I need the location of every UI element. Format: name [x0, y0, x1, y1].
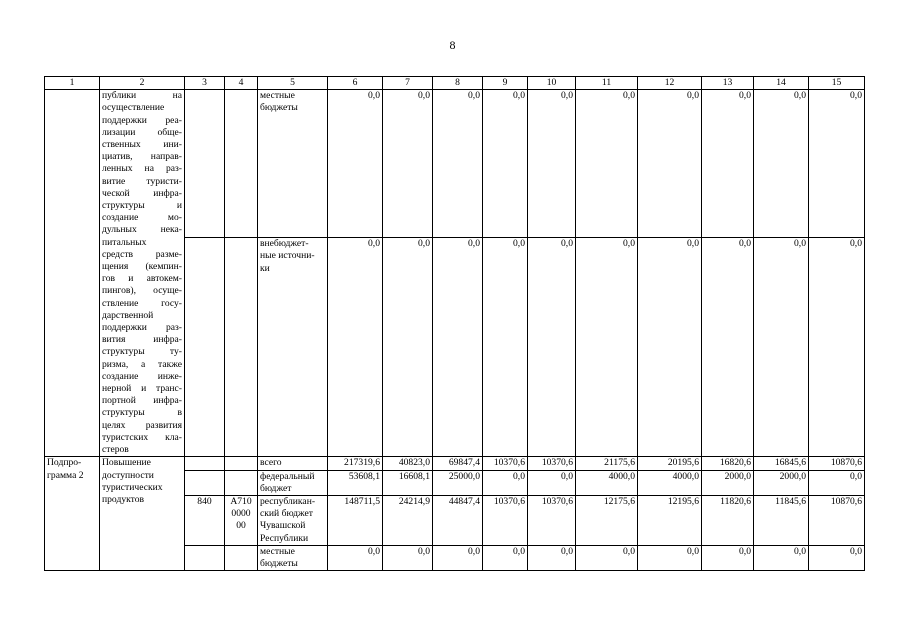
code-cell [225, 457, 258, 470]
event-name-line: создание мо- [102, 212, 182, 224]
value-cell: 0,0 [383, 90, 433, 238]
value-cell: 0,0 [328, 238, 383, 457]
grbs-cell [185, 90, 225, 238]
value-cell: 0,0 [702, 238, 754, 457]
header-cell: 9 [483, 77, 528, 90]
grbs-cell [185, 457, 225, 470]
grbs-cell [185, 545, 225, 570]
value-cell: 0,0 [638, 90, 702, 238]
event-name-line: поддержки реа- [102, 114, 182, 126]
event-name-line: нерной и транс- [102, 383, 182, 395]
value-cell: 10370,6 [528, 457, 576, 470]
source-cell: всего [258, 457, 328, 470]
value-cell: 12195,6 [638, 495, 702, 545]
value-cell: 40823,0 [383, 457, 433, 470]
value-cell: 53608,1 [328, 470, 383, 495]
event-name-line: ризма, а также [102, 358, 182, 370]
value-cell: 10370,6 [528, 495, 576, 545]
event-name-line: ственных ини- [102, 139, 182, 151]
source-cell: местные бюджеты [258, 545, 328, 570]
value-cell: 20195,6 [638, 457, 702, 470]
budget-table [44, 76, 865, 571]
value-cell: 4000,0 [638, 470, 702, 495]
value-cell: 217319,6 [328, 457, 383, 470]
page-number: 8 [449, 38, 456, 52]
header-cell: 8 [433, 77, 483, 90]
header-cell: 3 [185, 77, 225, 90]
event-name-line: лизации обще- [102, 126, 182, 138]
value-cell: 0,0 [809, 238, 865, 457]
code-cell: А710 0000 00 [225, 495, 258, 545]
value-cell: 0,0 [576, 90, 638, 238]
value-cell: 0,0 [754, 90, 809, 238]
event-name-line: целях развития [102, 419, 182, 431]
event-name-line: туристских кла- [102, 431, 182, 443]
value-cell: 2000,0 [754, 470, 809, 495]
header-cell: 6 [328, 77, 383, 90]
event-name-line: поддержки раз- [102, 322, 182, 334]
value-cell: 2000,0 [702, 470, 754, 495]
value-cell: 0,0 [483, 470, 528, 495]
value-cell: 0,0 [638, 545, 702, 570]
header-cell: 13 [702, 77, 754, 90]
value-cell: 0,0 [483, 90, 528, 238]
value-cell: 16608,1 [383, 470, 433, 495]
header-cell: 12 [638, 77, 702, 90]
value-cell: 0,0 [433, 545, 483, 570]
table-row [45, 457, 865, 470]
header-cell: 4 [225, 77, 258, 90]
value-cell: 0,0 [576, 238, 638, 457]
value-cell: 25000,0 [433, 470, 483, 495]
event-name-line: структуры в [102, 407, 182, 419]
value-cell: 10870,6 [809, 457, 865, 470]
value-cell: 0,0 [754, 238, 809, 457]
value-cell: 0,0 [528, 90, 576, 238]
value-cell: 21175,6 [576, 457, 638, 470]
grbs-cell [185, 238, 225, 457]
value-cell: 0,0 [809, 470, 865, 495]
value-cell: 16820,6 [702, 457, 754, 470]
value-cell: 0,0 [528, 545, 576, 570]
value-cell: 11845,6 [754, 495, 809, 545]
header-cell: 15 [809, 77, 865, 90]
source-cell: внебюджет- ные источни- ки [258, 238, 328, 457]
value-cell: 0,0 [383, 238, 433, 457]
value-cell: 0,0 [433, 238, 483, 457]
value-cell: 148711,5 [328, 495, 383, 545]
header-cell: 14 [754, 77, 809, 90]
event-name-line: средств разме- [102, 248, 182, 260]
code-cell [225, 545, 258, 570]
value-cell: 0,0 [433, 90, 483, 238]
value-cell: 0,0 [754, 545, 809, 570]
header-cell: 11 [576, 77, 638, 90]
code-cell [225, 90, 258, 238]
event-name-line: осуществление [102, 102, 165, 114]
value-cell: 0,0 [576, 545, 638, 570]
event-name-line: щения (кемпин- [102, 261, 182, 273]
table-row [45, 90, 865, 238]
source-cell: федеральный бюджет [258, 470, 328, 495]
value-cell: 10370,6 [483, 457, 528, 470]
header-cell: 10 [528, 77, 576, 90]
event-name-line: стеров [102, 444, 129, 456]
event-name-line: витие туристи- [102, 175, 182, 187]
source-cell: республикан- ский бюджет Чувашской Республики [258, 495, 328, 545]
value-cell: 24214,9 [383, 495, 433, 545]
value-cell: 0,0 [328, 545, 383, 570]
column-number-row [45, 77, 865, 90]
value-cell: 0,0 [638, 238, 702, 457]
grbs-cell: 840 [185, 495, 225, 545]
value-cell: 0,0 [528, 470, 576, 495]
event-name-line: вития инфра- [102, 334, 182, 346]
event-name-line: публики на [102, 90, 182, 102]
event-name-line: дульных нека- [102, 224, 182, 236]
header-cell: 5 [258, 77, 328, 90]
code-cell [225, 470, 258, 495]
event-name-line: циатив, направ- [102, 151, 182, 163]
event-name-line: ствление госу- [102, 297, 182, 309]
value-cell: 69847,4 [433, 457, 483, 470]
header-cell: 7 [383, 77, 433, 90]
status-cell: Подпро- грамма 2 [45, 457, 100, 571]
value-cell: 0,0 [483, 238, 528, 457]
value-cell: 11820,6 [702, 495, 754, 545]
value-cell: 0,0 [702, 545, 754, 570]
event-name-line: дарственной [102, 309, 154, 321]
code-cell [225, 238, 258, 457]
event-name-line: ческой инфра- [102, 187, 182, 199]
value-cell: 10870,6 [809, 495, 865, 545]
source-cell: местные бюджеты [258, 90, 328, 238]
event-name-line: ленных на раз- [102, 163, 182, 175]
value-cell: 4000,0 [576, 470, 638, 495]
event-name-line: питальных [102, 236, 147, 248]
value-cell: 0,0 [383, 545, 433, 570]
value-cell: 10370,6 [483, 495, 528, 545]
header-cell: 2 [100, 77, 185, 90]
header-cell: 1 [45, 77, 100, 90]
event-name-line: структуры ту- [102, 346, 182, 358]
value-cell: 44847,4 [433, 495, 483, 545]
value-cell: 0,0 [702, 90, 754, 238]
event-name-line: структуры и [102, 200, 182, 212]
status-cell-empty [45, 90, 100, 457]
value-cell: 0,0 [809, 90, 865, 238]
event-name-line: пингов), осуще- [102, 285, 182, 297]
value-cell: 16845,6 [754, 457, 809, 470]
subprogram-name-cell: Повышение доступности туристических продуктов [100, 457, 185, 571]
event-name-line: гов и автокем- [102, 273, 182, 285]
value-cell: 0,0 [528, 238, 576, 457]
value-cell: 0,0 [809, 545, 865, 570]
event-name-line: портной инфра- [102, 395, 182, 407]
event-name-cell [100, 90, 185, 457]
value-cell: 12175,6 [576, 495, 638, 545]
grbs-cell [185, 470, 225, 495]
event-name-line: создание инже- [102, 370, 182, 382]
value-cell: 0,0 [328, 90, 383, 238]
value-cell: 0,0 [483, 545, 528, 570]
